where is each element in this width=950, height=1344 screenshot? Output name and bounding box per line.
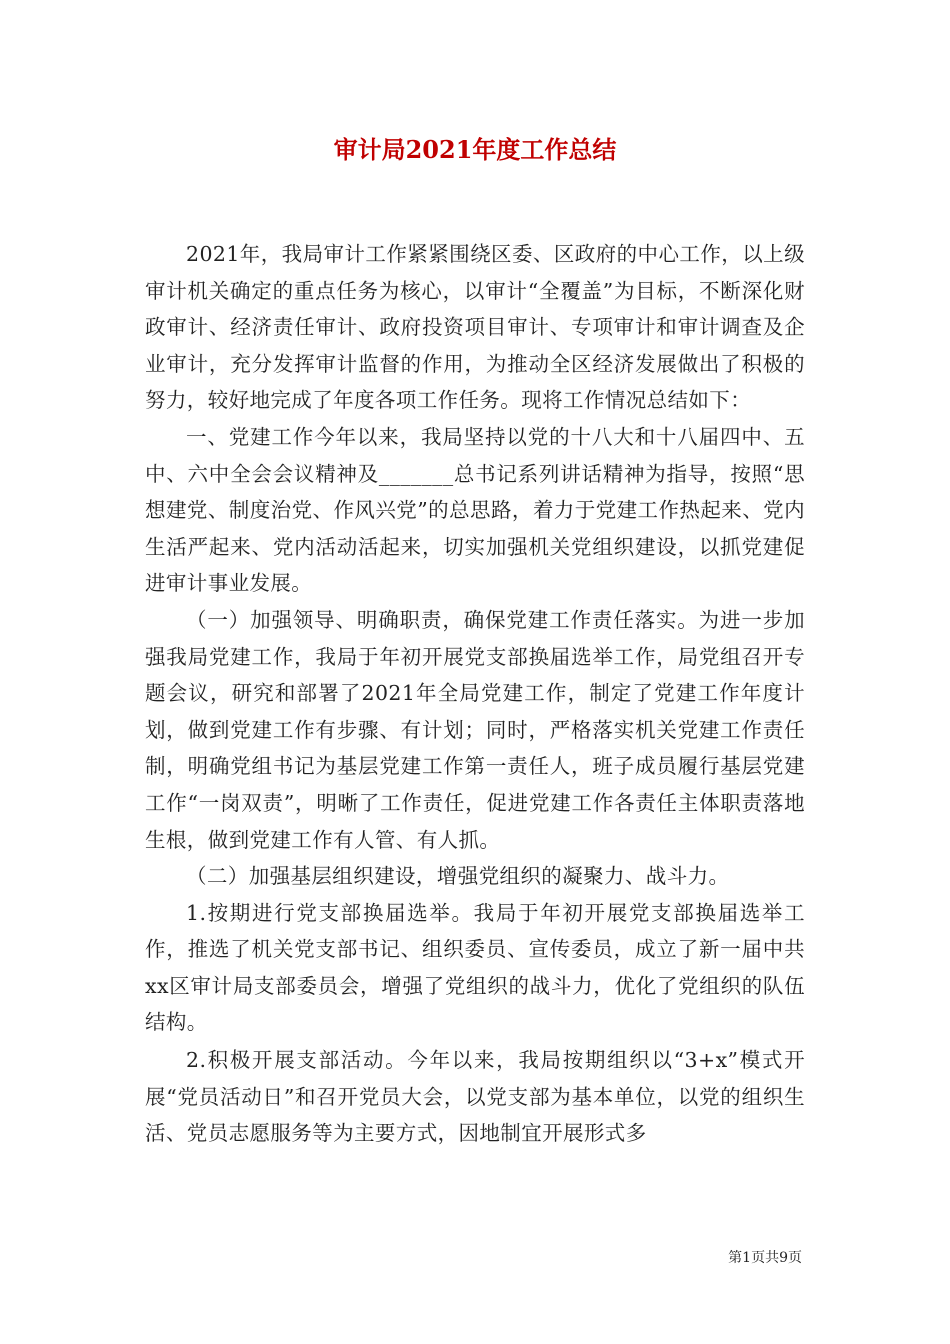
paragraph-leadership: （一）加强领导、明确职责，确保党建工作责任落实。为进一步加强我局党建工作，我局于年初开展党支部换届选举工作，局党组召开专题会议，研究和部署了2021年全局党建工作，制定了党建工作年度计划，做到党建工作有步骤、有计划；同时，严格落实机关党建工作责任制，明确党组书记为基层党建工作第一责任人，班子成员履行基层党建工作“一岗双责”，明晰了工作责任，促进党建工作各责任主体职责落地生根，做到党建工作有人管、有人抓。: [145, 607, 805, 852]
paragraph-grassroots-heading: （二）加强基层组织建设，增强党组织的凝聚力、战斗力。: [186, 864, 730, 889]
page-number: 第1页共9页: [728, 1250, 802, 1266]
paragraph-branch-activities: 2.积极开展支部活动。今年以来，我局按期组织以“3+x”模式开展“党员活动日”和召开党员大会，以党支部为基本单位，以党的组织生活、党员志愿服务等为主要方式，因地制宜开展形式多: [145, 1048, 805, 1146]
paragraph-party-building: 一、党建工作今年以来，我局坚持以党的十八大和十八届四中、五中、六中全会会议精神及_______总书记系列讲话精神为指导，按照“思想建党、制度治党、作风兴党”的总思路，着力于党建工作热起来、党内生活严起来、党内活动活起来，切实加强机关党组织建设，以抓党建促进审计事业发展。: [145, 424, 805, 596]
paragraph-branch-election: 1.按期进行党支部换届选举。我局于年初开展党支部换届选举工作，推选了机关党支部书记、组织委员、宣传委员，成立了新一届中共xx区审计局支部委员会，增强了党组织的战斗力，优化了党组织的队伍结构。: [145, 900, 805, 1035]
document-body: [145, 236, 805, 1152]
document-title: 审计局2021年度工作总结: [333, 135, 617, 164]
paragraph-intro: 2021年，我局审计工作紧紧围绕区委、区政府的中心工作，以上级审计机关确定的重点任务为核心，以审计“全覆盖”为目标，不断深化财政审计、经济责任审计、政府投资项目审计、专项审计和审计调查及企业审计，充分发挥审计监督的作用，为推动全区经济发展做出了积极的努力，较好地完成了年度各项工作任务。现将工作情况总结如下：: [145, 242, 805, 413]
